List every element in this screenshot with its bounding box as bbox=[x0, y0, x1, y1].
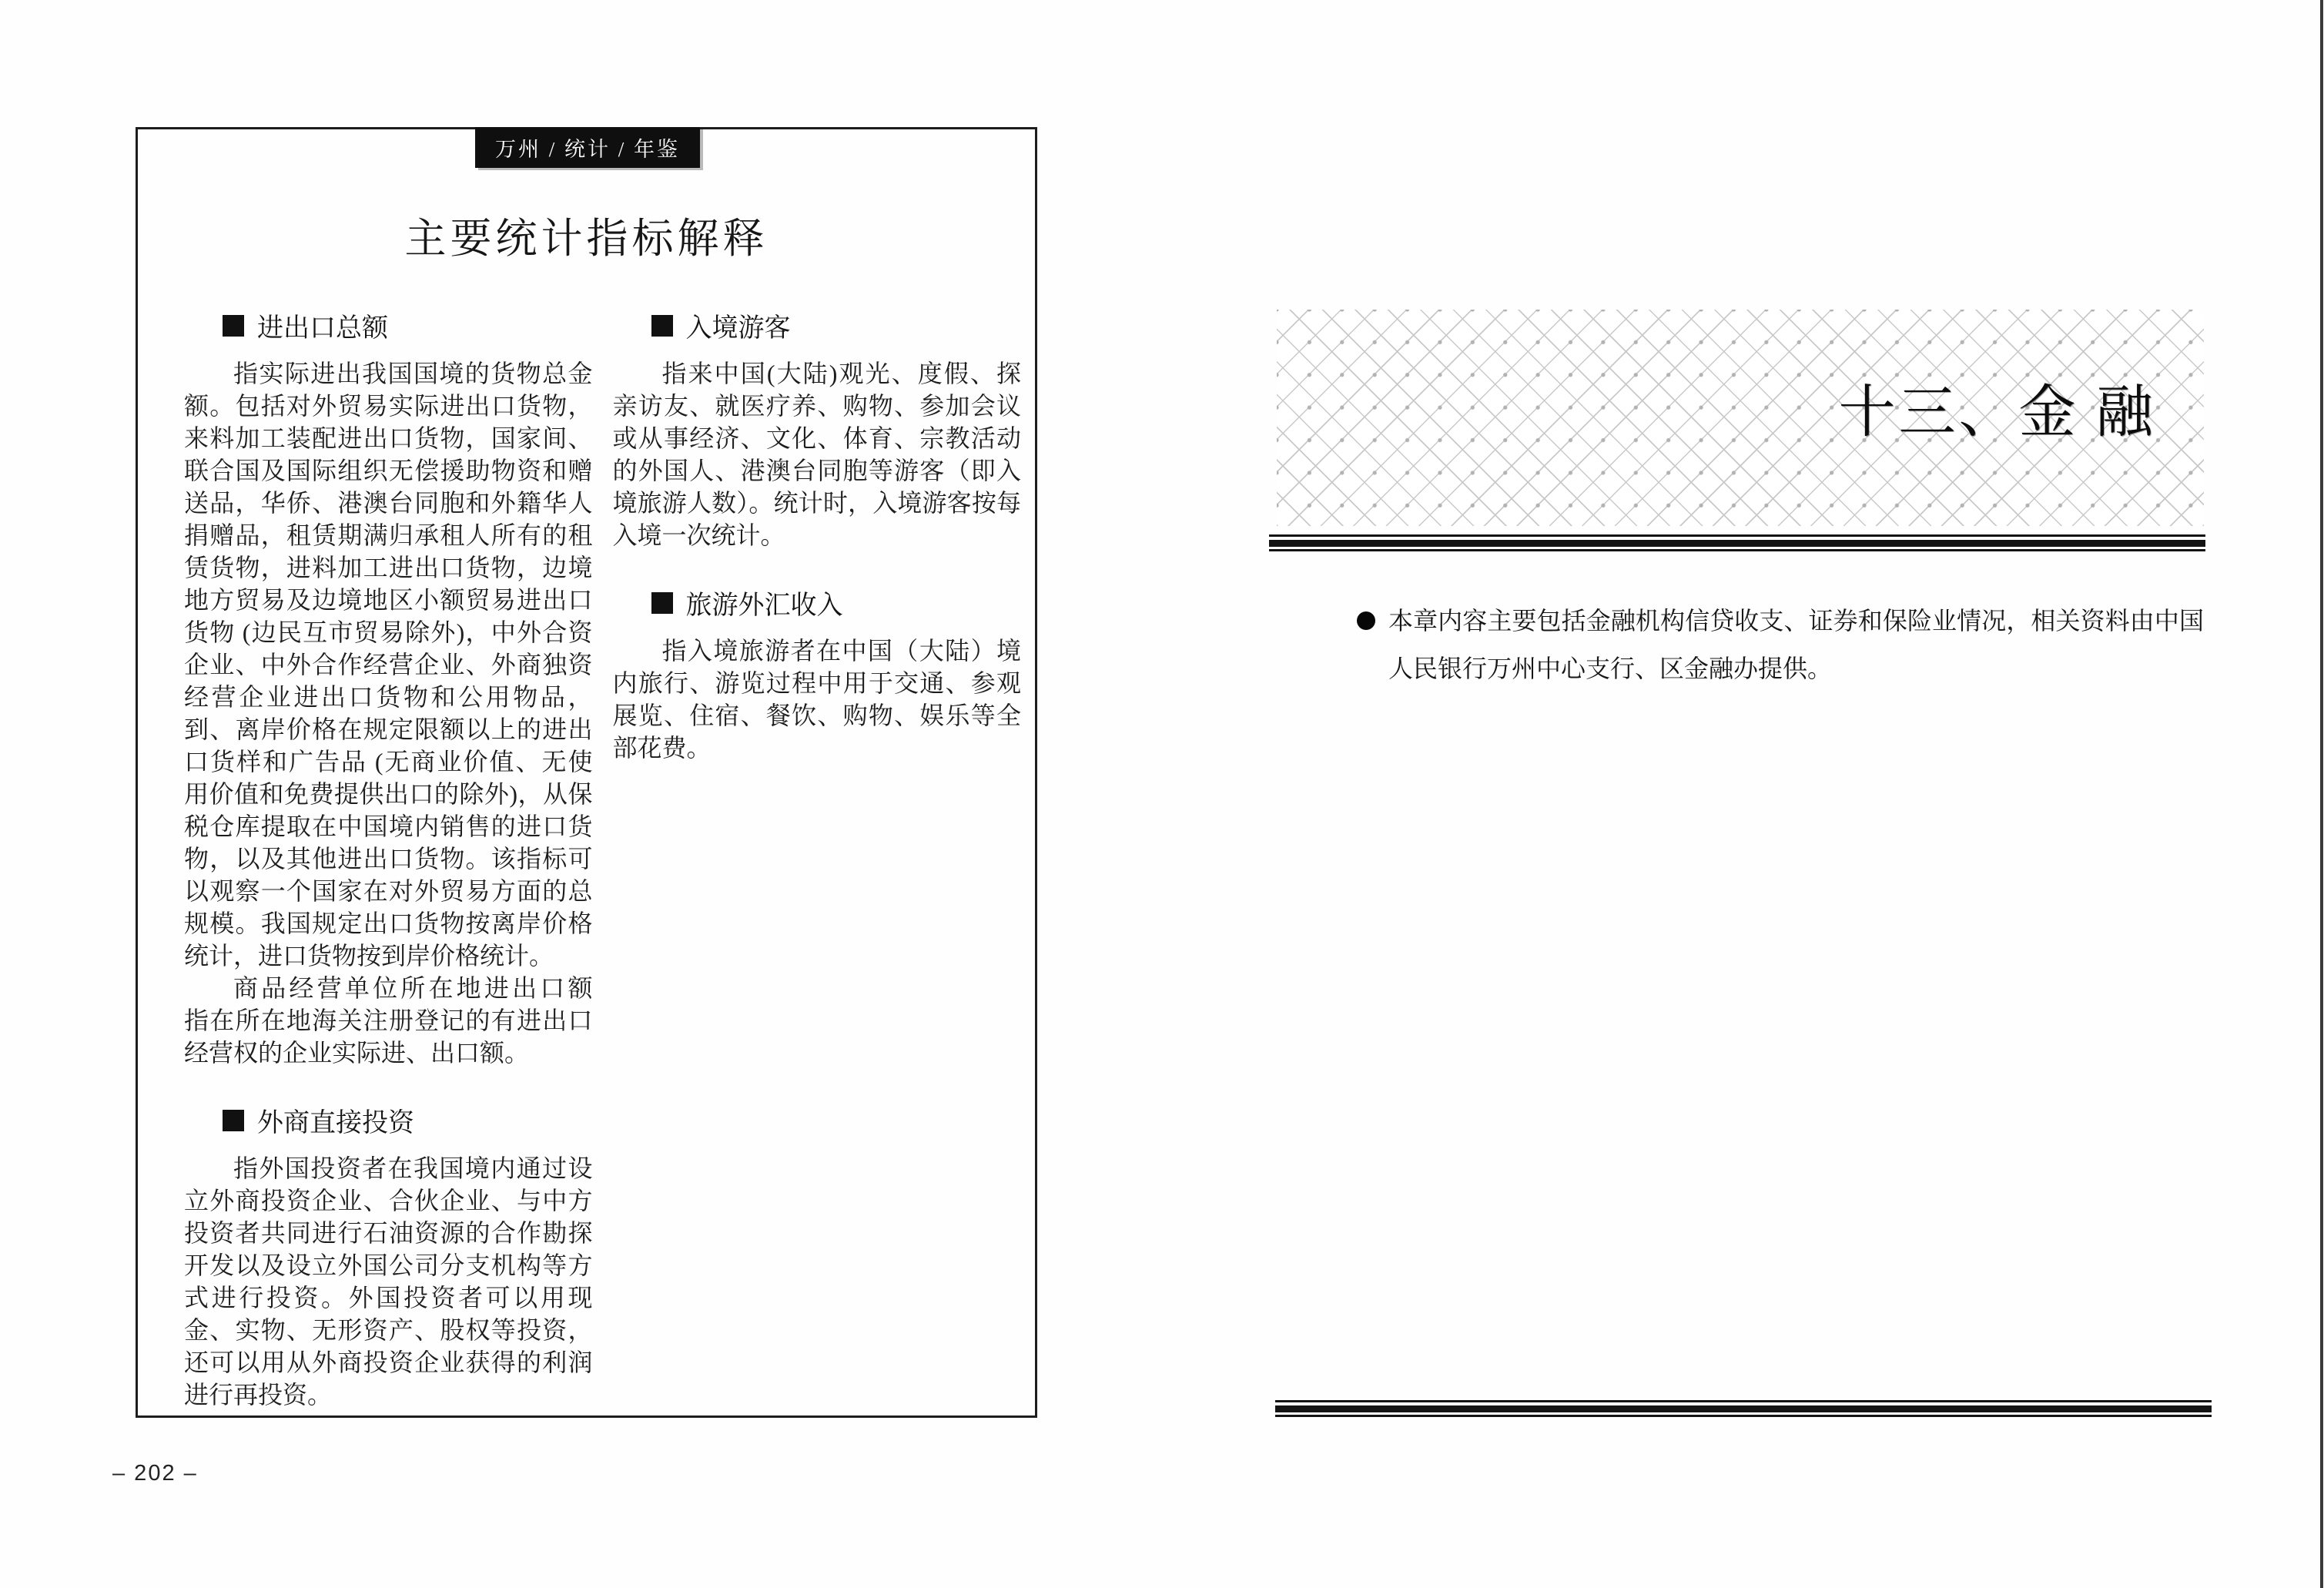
section-heading bbox=[184, 1101, 593, 1139]
section-heading bbox=[613, 307, 1022, 344]
chapter-title: 十三、金 融 bbox=[1838, 380, 2156, 444]
chapter-note-text: 本章内容主要包括金融机构信贷收支、证券和保险业情况，相关资料由中国人民银行万州中心支行、区金融办提供。 bbox=[1388, 607, 2204, 682]
banner-bottom-rule bbox=[1269, 534, 2205, 551]
section-paragraph: 商品经营单位所在地进出口额 指在所在地海关注册登记的有进出口经营权的企业实际进、出口额。 bbox=[184, 974, 618, 1067]
left-page-frame bbox=[136, 127, 1037, 1418]
section-heading bbox=[184, 307, 593, 344]
section-paragraph: 指来中国(大陆)观光、度假、探亲访友、就医疗养、购物、参加会议或从事经济、文化、体育、宗教活动的外国人、港澳台同胞等游客（即入境旅游人数）。统计时，入境游客按每入境一次统计。 bbox=[612, 360, 1021, 549]
page-bottom-rule bbox=[1275, 1400, 2212, 1417]
rule-line-thin bbox=[1269, 549, 2205, 551]
rule-line-thin bbox=[1275, 1400, 2212, 1402]
rule-line-thin bbox=[1275, 1415, 2212, 1417]
section-heading bbox=[613, 584, 1022, 621]
scan-edge-line bbox=[2320, 0, 2323, 1588]
section-marker-icon bbox=[651, 592, 673, 614]
section-paragraph: 指入境旅游者在中国（大陆）境内旅行、游览过程中用于交通、参观展览、住宿、餐饮、购物、娱乐等全部花费。 bbox=[612, 637, 1021, 762]
page-title: 主要统计指标解释 bbox=[404, 216, 769, 262]
column-left bbox=[184, 307, 618, 1411]
column-right bbox=[613, 307, 1022, 1411]
section-marker-icon bbox=[223, 1110, 244, 1131]
section-marker-icon bbox=[651, 315, 673, 337]
page-number: – 202 – bbox=[112, 1461, 198, 1486]
rule-line-thick bbox=[1275, 1405, 2212, 1412]
header-tab bbox=[475, 127, 700, 168]
section-heading-label: 旅游外汇收入 bbox=[685, 591, 843, 620]
rule-line-thin bbox=[1269, 534, 2205, 537]
section-paragraph: 指实际进出我国国境的货物总金额。包括对外贸易实际进出口货物，来料加工装配进出口货物，国家间、联合国及国际组织无偿援助物资和赠送品，华侨、港澳台同胞和外籍华人捐赠品，租赁期满归承租人所有的租赁货物，进料加工进出口货物，边境地方贸易及边境地区小额贸易进出口货物 (边民互市贸易除外)，中外合资企业、中外合作经营企业、外商独资经营企业进出口货物和公用物品，到、离岸价格在规定限额以上的进出口货样和广告品 (无商业价值、无使用价值和免费提供出口的除外)，从保税仓库提取在中国境内销售的进口货物，以及其他进出口货物。该指标可以观察一个国家在对外贸易方面的总规模。我国规定出口货物按离岸价格统计，进口货物按到岸价格统计。 bbox=[184, 360, 593, 970]
section-heading-label: 外商直接投资 bbox=[257, 1109, 414, 1137]
section-marker-icon bbox=[223, 315, 244, 337]
section-paragraph: 指外国投资者在我国境内通过设立外商投资企业、合伙企业、与中方投资者共同进行石油资源的合作勘探开发以及设立外国公司分支机构等方式进行投资。外国投资者可以用现金、实物、无形资产、股权等投资，还可以用从外商投资企业获得的利润进行再投资。 bbox=[184, 1154, 593, 1409]
header-tab-label: 万州 / 统计 / 年鉴 bbox=[494, 138, 680, 161]
chapter-note bbox=[1357, 597, 2204, 692]
section-heading-label: 入境游客 bbox=[685, 314, 791, 343]
section-heading-label: 进出口总额 bbox=[257, 314, 388, 343]
rule-line-thick bbox=[1269, 540, 2205, 547]
two-column-layout bbox=[184, 307, 1021, 1411]
bullet-icon bbox=[1357, 611, 1375, 630]
chapter-banner bbox=[1277, 310, 2204, 526]
